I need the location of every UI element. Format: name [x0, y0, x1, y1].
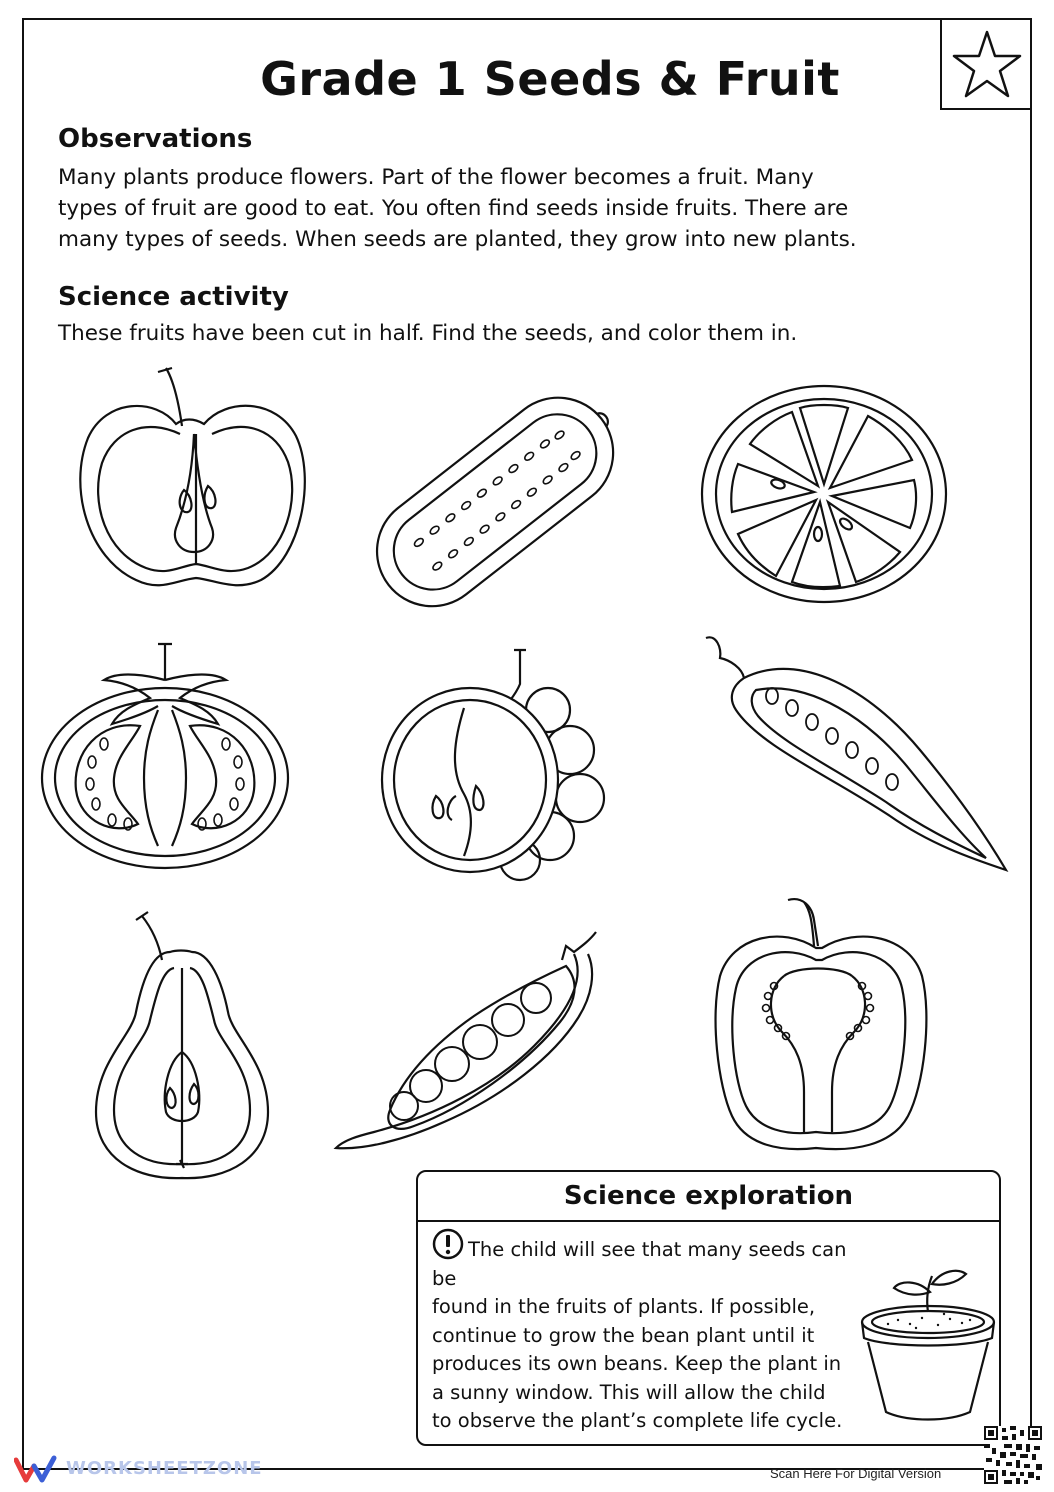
seedling-pot-icon	[858, 1262, 998, 1422]
cucumber-half	[362, 368, 622, 628]
worksheetzone-logo-icon	[14, 1454, 60, 1484]
exclamation-icon	[432, 1228, 464, 1260]
page-title: Grade 1 Seeds & Fruit	[260, 52, 840, 106]
exploration-line: a sunny window. This will allow the child	[432, 1380, 826, 1404]
okra-pod-half	[700, 630, 1010, 880]
worksheetzone-logo	[14, 1454, 274, 1484]
logo-text: WORKSHEETZONE	[66, 1458, 263, 1479]
observations-line: types of fruit are good to eat. You often find seeds inside fruits. There are	[58, 196, 849, 221]
citrus-half	[700, 384, 948, 604]
observations-heading: Observations	[58, 124, 253, 154]
exploration-line: found in the fruits of plants. If possible,	[432, 1295, 816, 1318]
bell-pepper-half	[712, 896, 932, 1160]
observations-line: Many plants produce flowers. Part of the flower becomes a fruit. Many	[58, 165, 814, 190]
grape-half	[380, 650, 630, 880]
pea-pod-half	[334, 926, 614, 1156]
exploration-line: continue to grow the bean plant until it	[432, 1323, 815, 1347]
observations-line: many types of seeds. When seeds are planted, they grow into new plants.	[58, 227, 857, 252]
seed-icon	[205, 486, 216, 508]
science-exploration-box	[416, 1170, 1001, 1446]
exploration-heading: Science exploration	[418, 1172, 999, 1222]
exploration-text	[432, 1236, 862, 1436]
scan-caption: Scan Here For Digital Version	[770, 1466, 942, 1481]
exploration-line: produces its own beans. Keep the plant in	[432, 1352, 842, 1375]
activity-heading: Science activity	[58, 282, 289, 312]
apple-half	[76, 368, 316, 598]
pear-half	[92, 912, 272, 1182]
qr-code-icon[interactable]	[984, 1426, 1042, 1484]
exploration-line: The child will see that many seeds can be	[432, 1238, 847, 1290]
tomato-half	[40, 640, 290, 870]
activity-instruction: These fruits have been cut in half. Find the seeds, and color them in.	[58, 321, 798, 346]
exploration-line: to observe the plant’s complete life cycle.	[432, 1409, 843, 1432]
observations-text	[58, 162, 958, 255]
